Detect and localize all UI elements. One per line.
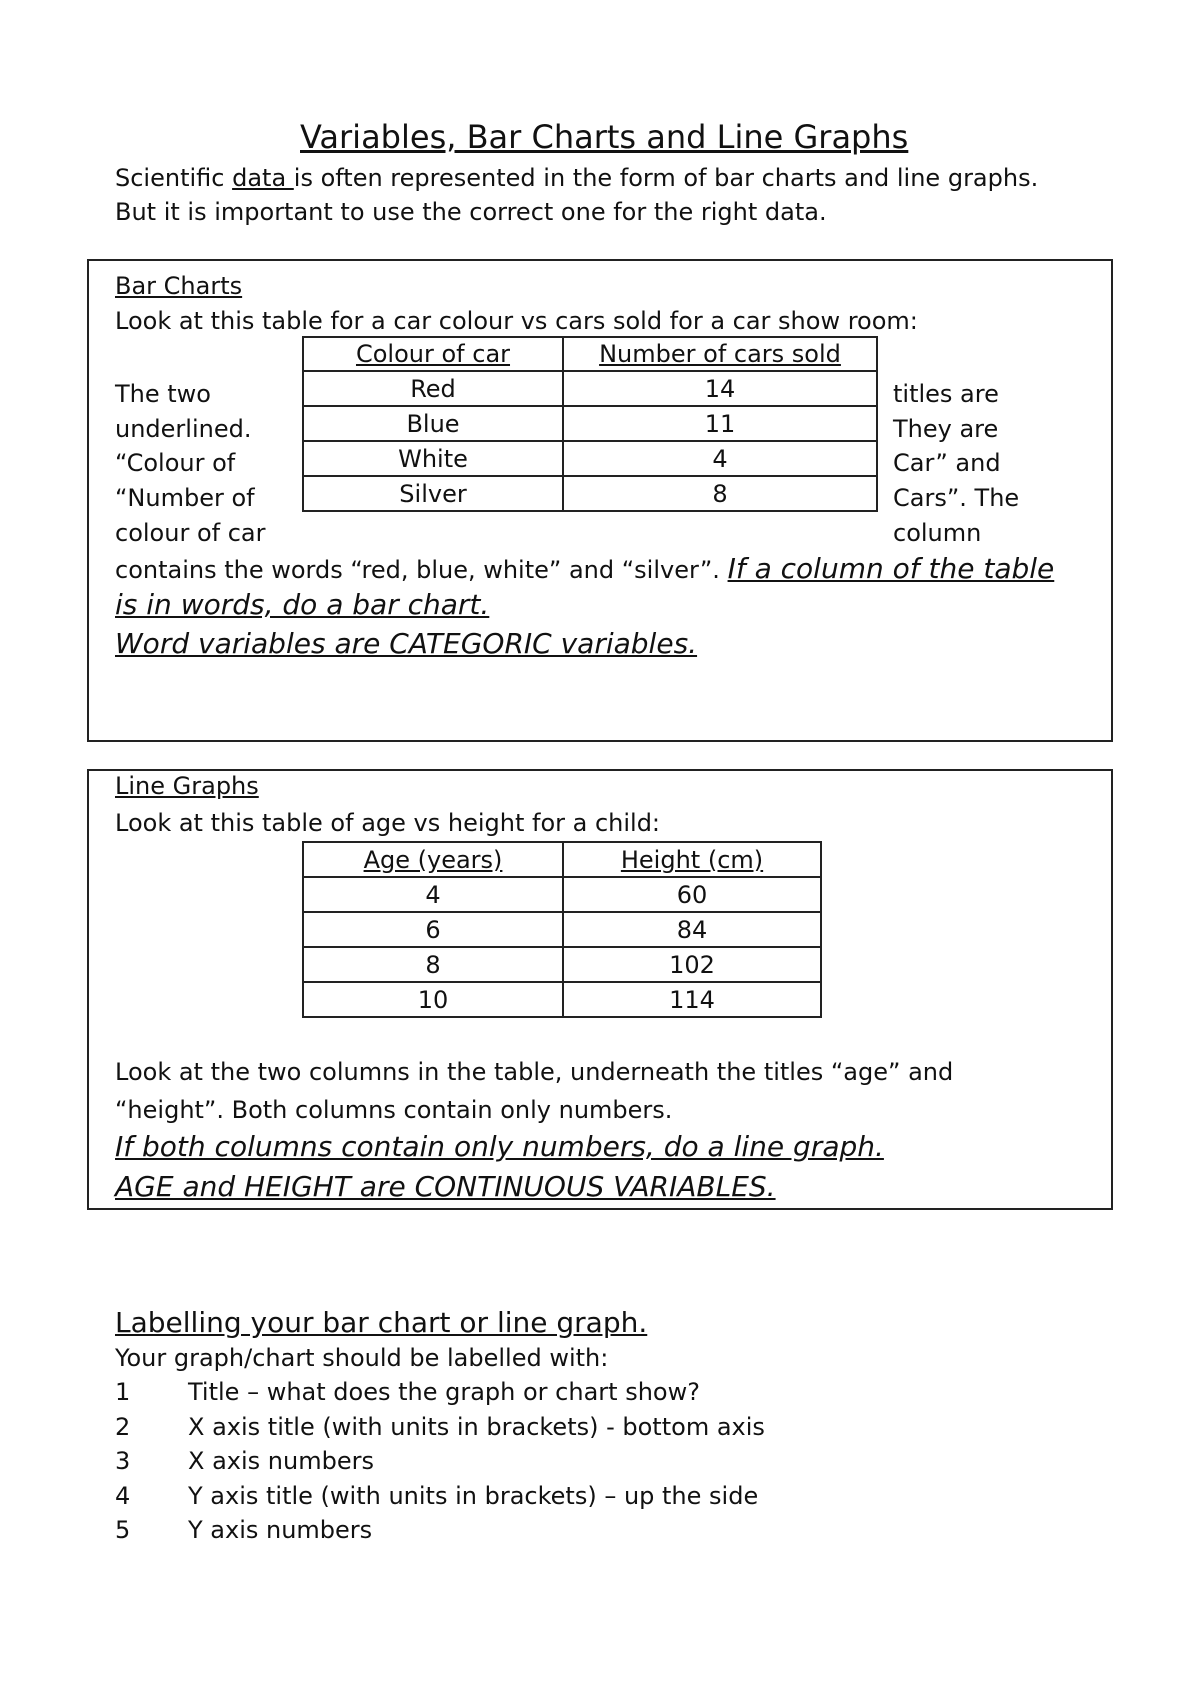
contains-line bbox=[115, 552, 1054, 585]
wrap-left-4: “Number of bbox=[115, 484, 255, 512]
table-cell: 60 bbox=[563, 877, 821, 912]
continuous-rule: AGE and HEIGHT are CONTINUOUS VARIABLES. bbox=[115, 1170, 776, 1203]
list-text: Title – what does the graph or chart show? bbox=[188, 1378, 700, 1406]
table-cell: 14 bbox=[563, 371, 877, 406]
line-graphs-lead: Look at this table of age vs height for a child: bbox=[115, 809, 661, 837]
wrap-right-5: column bbox=[893, 519, 982, 547]
line-para-2: “height”. Both columns contain only numbers. bbox=[115, 1096, 673, 1124]
table-cell: Silver bbox=[303, 476, 563, 511]
table-cell: 4 bbox=[303, 877, 563, 912]
labelling-heading: Labelling your bar chart or line graph. bbox=[115, 1306, 648, 1339]
table-cell: 114 bbox=[563, 982, 821, 1017]
intro-data-word: data bbox=[232, 164, 294, 192]
categoric-rule: Word variables are CATEGORIC variables. bbox=[115, 627, 698, 660]
list-number: 1 bbox=[115, 1378, 131, 1406]
car-colour-table bbox=[302, 336, 878, 512]
table-header: Colour of car bbox=[303, 337, 563, 371]
wrap-left-2: underlined. bbox=[115, 415, 252, 443]
line-graphs-heading: Line Graphs bbox=[115, 772, 259, 800]
wrap-left-1: The two bbox=[115, 380, 211, 408]
wrap-right-4: Cars”. The bbox=[893, 484, 1020, 512]
line-para-1: Look at the two columns in the table, underneath the titles “age” and bbox=[115, 1058, 954, 1086]
list-number: 5 bbox=[115, 1516, 131, 1544]
table-cell: 10 bbox=[303, 982, 563, 1017]
table-cell: 102 bbox=[563, 947, 821, 982]
list-text: X axis title (with units in brackets) - bottom axis bbox=[188, 1413, 765, 1441]
table-cell: 84 bbox=[563, 912, 821, 947]
list-item bbox=[115, 1447, 374, 1475]
intro-text-pre: Scientific bbox=[115, 164, 233, 192]
labelling-lead: Your graph/chart should be labelled with: bbox=[115, 1344, 609, 1372]
list-item bbox=[115, 1516, 372, 1544]
list-item bbox=[115, 1378, 700, 1406]
table-header: Age (years) bbox=[303, 842, 563, 877]
intro-text-post: is often represented in the form of bar charts and line graphs. bbox=[293, 164, 1039, 192]
intro-line-2: But it is important to use the correct one for the right data. bbox=[115, 198, 827, 226]
list-item bbox=[115, 1413, 765, 1441]
table-header: Number of cars sold bbox=[563, 337, 877, 371]
contains-text: contains the words “red, blue, white” and “silver”. bbox=[115, 556, 728, 584]
page-title: Variables, Bar Charts and Line Graphs bbox=[300, 118, 909, 156]
table-cell: Red bbox=[303, 371, 563, 406]
table-cell: 11 bbox=[563, 406, 877, 441]
age-height-table bbox=[302, 841, 822, 1018]
bar-charts-heading: Bar Charts bbox=[115, 272, 243, 300]
wrap-right-2: They are bbox=[893, 415, 999, 443]
bar-charts-lead: Look at this table for a car colour vs cars sold for a car show room: bbox=[115, 307, 918, 335]
wrap-right-3: Car” and bbox=[893, 449, 1001, 477]
table-header: Height (cm) bbox=[563, 842, 821, 877]
intro-line-1 bbox=[115, 164, 1038, 192]
line-rule: If both columns contain only numbers, do a line graph. bbox=[115, 1130, 884, 1163]
table-cell: 6 bbox=[303, 912, 563, 947]
list-item bbox=[115, 1482, 758, 1510]
list-number: 2 bbox=[115, 1413, 131, 1441]
table-cell: Blue bbox=[303, 406, 563, 441]
list-number: 4 bbox=[115, 1482, 131, 1510]
list-text: X axis numbers bbox=[188, 1447, 374, 1475]
table-cell: White bbox=[303, 441, 563, 476]
list-text: Y axis title (with units in brackets) – up the side bbox=[188, 1482, 759, 1510]
list-number: 3 bbox=[115, 1447, 131, 1475]
bar-rule-part1: If a column of the table bbox=[727, 552, 1055, 585]
wrap-left-5: colour of car bbox=[115, 519, 266, 547]
wrap-right-1: titles are bbox=[893, 380, 999, 408]
table-cell: 8 bbox=[303, 947, 563, 982]
bar-rule-part2: is in words, do a bar chart. bbox=[115, 588, 490, 621]
list-text: Y axis numbers bbox=[188, 1516, 373, 1544]
table-cell: 4 bbox=[563, 441, 877, 476]
wrap-left-3: “Colour of bbox=[115, 449, 236, 477]
table-cell: 8 bbox=[563, 476, 877, 511]
